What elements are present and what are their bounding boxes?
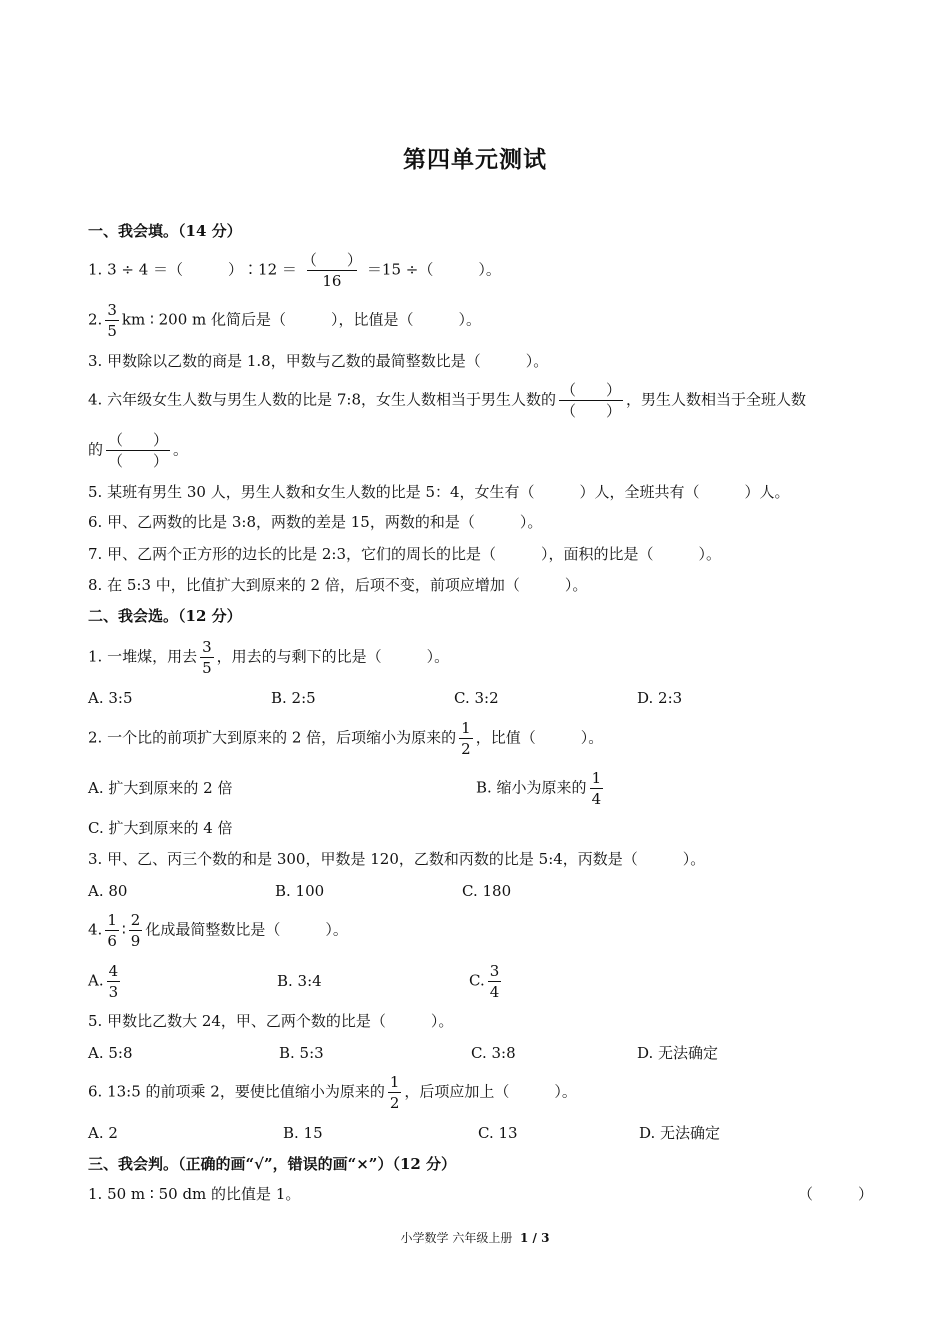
fraction: $\frac{4}{3}$ <box>108 962 119 1001</box>
s2-question-1: 1. 一堆煤，用去 $\frac{3}{5}$ ，用去的与剩下的比是（ ）。 <box>88 638 450 677</box>
s2-question-4: 4. $\frac{1}{6}$ ∶ $\frac{2}{9}$ 化成最简整数比是（ ）。 <box>88 911 348 950</box>
page-title: 第四单元测试 <box>403 146 547 173</box>
fraction: $\frac{1}{6}$ <box>107 911 117 950</box>
option-b[interactable]: B. 15 <box>283 1124 323 1142</box>
s1-question-8: 8. 在 5:3 中，比值扩大到原来的 2 倍，后项不变，前项应增加（ ）。 <box>88 576 588 594</box>
option-c[interactable]: C. 3:2 <box>454 689 499 707</box>
fraction: $\frac{1}{4}$ <box>591 769 602 808</box>
section-1-heading: 一、我会填。（14 分） <box>88 222 242 240</box>
fraction: $\frac{3}{5}$ <box>202 638 212 677</box>
s2-question-6: 6. 13:5 的前项乘 2，要使比值缩小为原来的 $\frac{1}{2}$ ，后项应加上（ ）。 <box>88 1073 577 1112</box>
option-c[interactable]: C. 3:8 <box>471 1044 516 1062</box>
fraction: $\frac{1}{2}$ <box>461 719 471 758</box>
s2-question-2: 2. 一个比的前项扩大到原来的 2 倍，后项缩小为原来的 $\frac{1}{2}$ ，比值（ ）。 <box>88 719 604 758</box>
option-b[interactable]: B. 缩小为原来的 $\frac{1}{4}$ <box>476 769 602 808</box>
option-a[interactable]: A. 80 <box>88 882 128 900</box>
s2-question-5: 5. 甲数比乙数大 24，甲、乙两个数的比是（ ）。 <box>88 1012 454 1030</box>
fraction: $\frac{3}{4}$ <box>489 962 500 1001</box>
section-2-heading: 二、我会选。（12 分） <box>88 607 242 625</box>
option-c[interactable]: C. $\frac{3}{4}$ <box>469 962 500 1001</box>
fraction: $\frac{( )}{( )}$ <box>561 381 622 420</box>
s1-question-3: 3. 甲数除以乙数的商是 1.8，甲数与乙数的最简整数比是（ ）。 <box>88 352 549 370</box>
s1-question-2: 2. $\frac{3}{5}$ km ∶ 200 m 化简后是（ ），比值是（ ）。 <box>88 301 482 340</box>
option-c[interactable]: C. 扩大到原来的 4 倍 <box>88 819 233 837</box>
option-c[interactable]: C. 13 <box>478 1124 518 1142</box>
page-number: 1 / 3 <box>520 1231 550 1245</box>
s3-question-1: 1. 50 m ∶ 50 dm 的比值是 1。 <box>88 1185 301 1203</box>
fraction: $\frac{2}{9}$ <box>130 911 141 950</box>
option-a[interactable]: A. $\frac{4}{3}$ <box>88 962 119 1001</box>
option-d[interactable]: D. 2:3 <box>637 689 683 707</box>
option-b[interactable]: B. 5:3 <box>279 1044 324 1062</box>
option-d[interactable]: D. 无法确定 <box>639 1124 721 1142</box>
section-3-heading: 三、我会判。（正确的画“√”，错误的画“×”）（12 分） <box>88 1155 457 1173</box>
option-a[interactable]: A. 5:8 <box>88 1044 133 1062</box>
s1-question-4: 4. 六年级女生人数与男生人数的比是 7:8，女生人数相当于男生人数的 $\frac{( )}{( )}$ ，男生人数相当于全班人数 <box>88 381 807 420</box>
option-a[interactable]: A. 2 <box>88 1124 118 1142</box>
fraction: $\frac{( )}{( )}$ <box>108 431 169 470</box>
option-c[interactable]: C. 180 <box>462 882 512 900</box>
option-a[interactable]: A. 3:5 <box>88 689 133 707</box>
s1-question-1: 1. 3 ÷ 4 ＝（ ）∶12 ＝ $\frac{( )}{16}$ ＝15 ÷（ ）。 <box>88 251 501 290</box>
fraction: $\frac{( )}{16}$ <box>301 251 362 290</box>
option-d[interactable]: D. 无法确定 <box>637 1044 719 1062</box>
answer-blank[interactable]: （ ） <box>798 1185 874 1203</box>
option-b[interactable]: B. 3:4 <box>277 972 322 990</box>
option-b[interactable]: B. 100 <box>275 882 325 900</box>
s1-question-6: 6. 甲、乙两数的比是 3:8，两数的差是 15，两数的和是（ ）。 <box>88 513 543 531</box>
s1-question-7: 7. 甲、乙两个正方形的边长的比是 2:3，它们的周长的比是（ ），面积的比是（ ）。 <box>88 545 721 563</box>
option-a[interactable]: A. 扩大到原来的 2 倍 <box>88 779 233 797</box>
s1-question-4-cont: 的 $\frac{( )}{( )}$ 。 <box>88 431 189 470</box>
option-b[interactable]: B. 2:5 <box>271 689 316 707</box>
s2-question-3: 3. 甲、乙、丙三个数的和是 300，甲数是 120，乙数和丙数的比是 5:4，丙数是（ ）。 <box>88 850 706 868</box>
fraction: $\frac{1}{2}$ <box>389 1073 400 1112</box>
page-footer: 小学数学 六年级上册 1 / 3 <box>400 1231 550 1245</box>
s1-question-5: 5. 某班有男生 30 人，男生人数和女生人数的比是 5：4，女生有（ ）人，全班共有（ ）人。 <box>88 483 790 501</box>
fraction: $\frac{3}{5}$ <box>107 301 117 340</box>
